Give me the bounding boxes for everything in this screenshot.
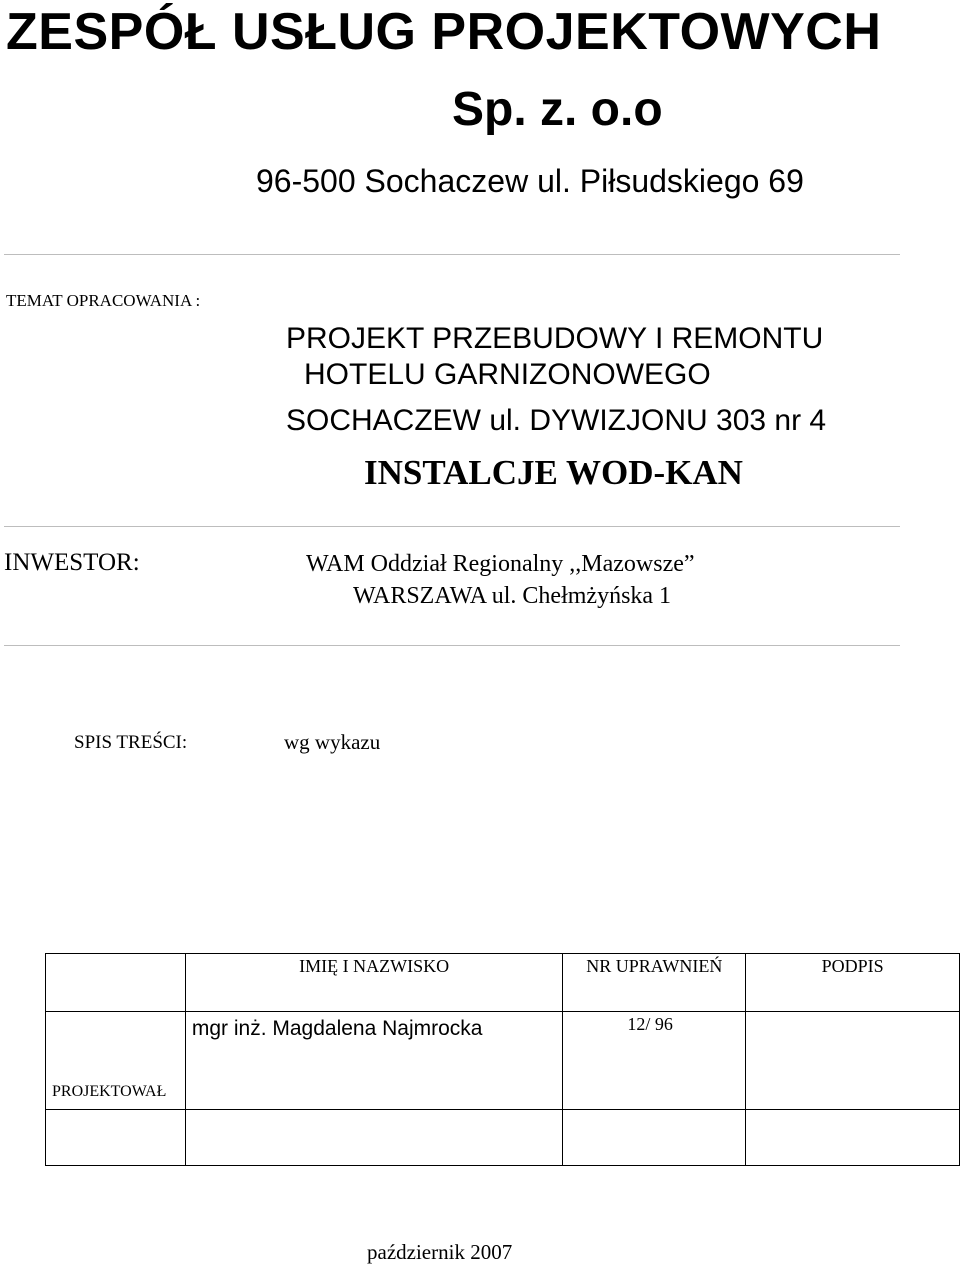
topic-title-line-1: PROJEKT PRZEBUDOWY I REMONTU [286,322,824,355]
table-header-cell [563,954,746,1012]
topic-label: TEMAT OPRACOWANIA : [6,291,201,310]
investor-name: WAM Oddział Regionalny ,,Mazowsze” [306,551,695,577]
investor-label: INWESTOR: [4,549,140,576]
table-cell [185,1110,563,1166]
table-cell [46,1110,186,1166]
company-address: 96-500 Sochaczew ul. Piłsudskiego 69 [256,163,804,199]
topic-title-line-2: HOTELU GARNIZONOWEGO [304,358,711,391]
row-license-number: 12/ 96 [627,1014,673,1034]
table-row [46,1110,960,1166]
divider [4,254,900,255]
divider [4,645,900,646]
company-name: ZESPÓŁ USŁUG PROJEKTOWYCH [6,3,882,61]
divider [4,526,900,527]
row-designer-name: mgr inż. Magdalena Najmrocka [191,1017,483,1040]
table-cell [563,1110,746,1166]
row-role: PROJEKTOWAŁ [52,1083,167,1100]
table-header-cell [746,954,960,1012]
contents-label: SPIS TREŚCI: [74,732,188,753]
table-header-cell [46,954,186,1012]
investor-address: WARSZAWA ul. Chełmżyńska 1 [353,583,672,609]
table-cell [746,1110,960,1166]
signature-table [45,953,960,1166]
table-header-row [46,954,960,1012]
table-row [46,1012,960,1110]
header-license: NR UPRAWNIEŃ [586,956,723,976]
table-cell [185,1012,563,1110]
table-cell [563,1012,746,1110]
header-signature: PODPIS [821,956,884,976]
table-cell [46,1012,186,1110]
table-header-cell [185,954,563,1012]
topic-title-line-3: SOCHACZEW ul. DYWIZJONU 303 nr 4 [286,404,827,437]
header-name: IMIĘ I NAZWISKO [299,956,450,976]
document-date: październik 2007 [367,1240,513,1264]
topic-trade: INSTALCJE WOD-KAN [364,453,743,492]
company-legal-form: Sp. z. o.o [452,83,663,136]
table-cell [746,1012,960,1110]
contents-value: wg wykazu [284,730,381,754]
